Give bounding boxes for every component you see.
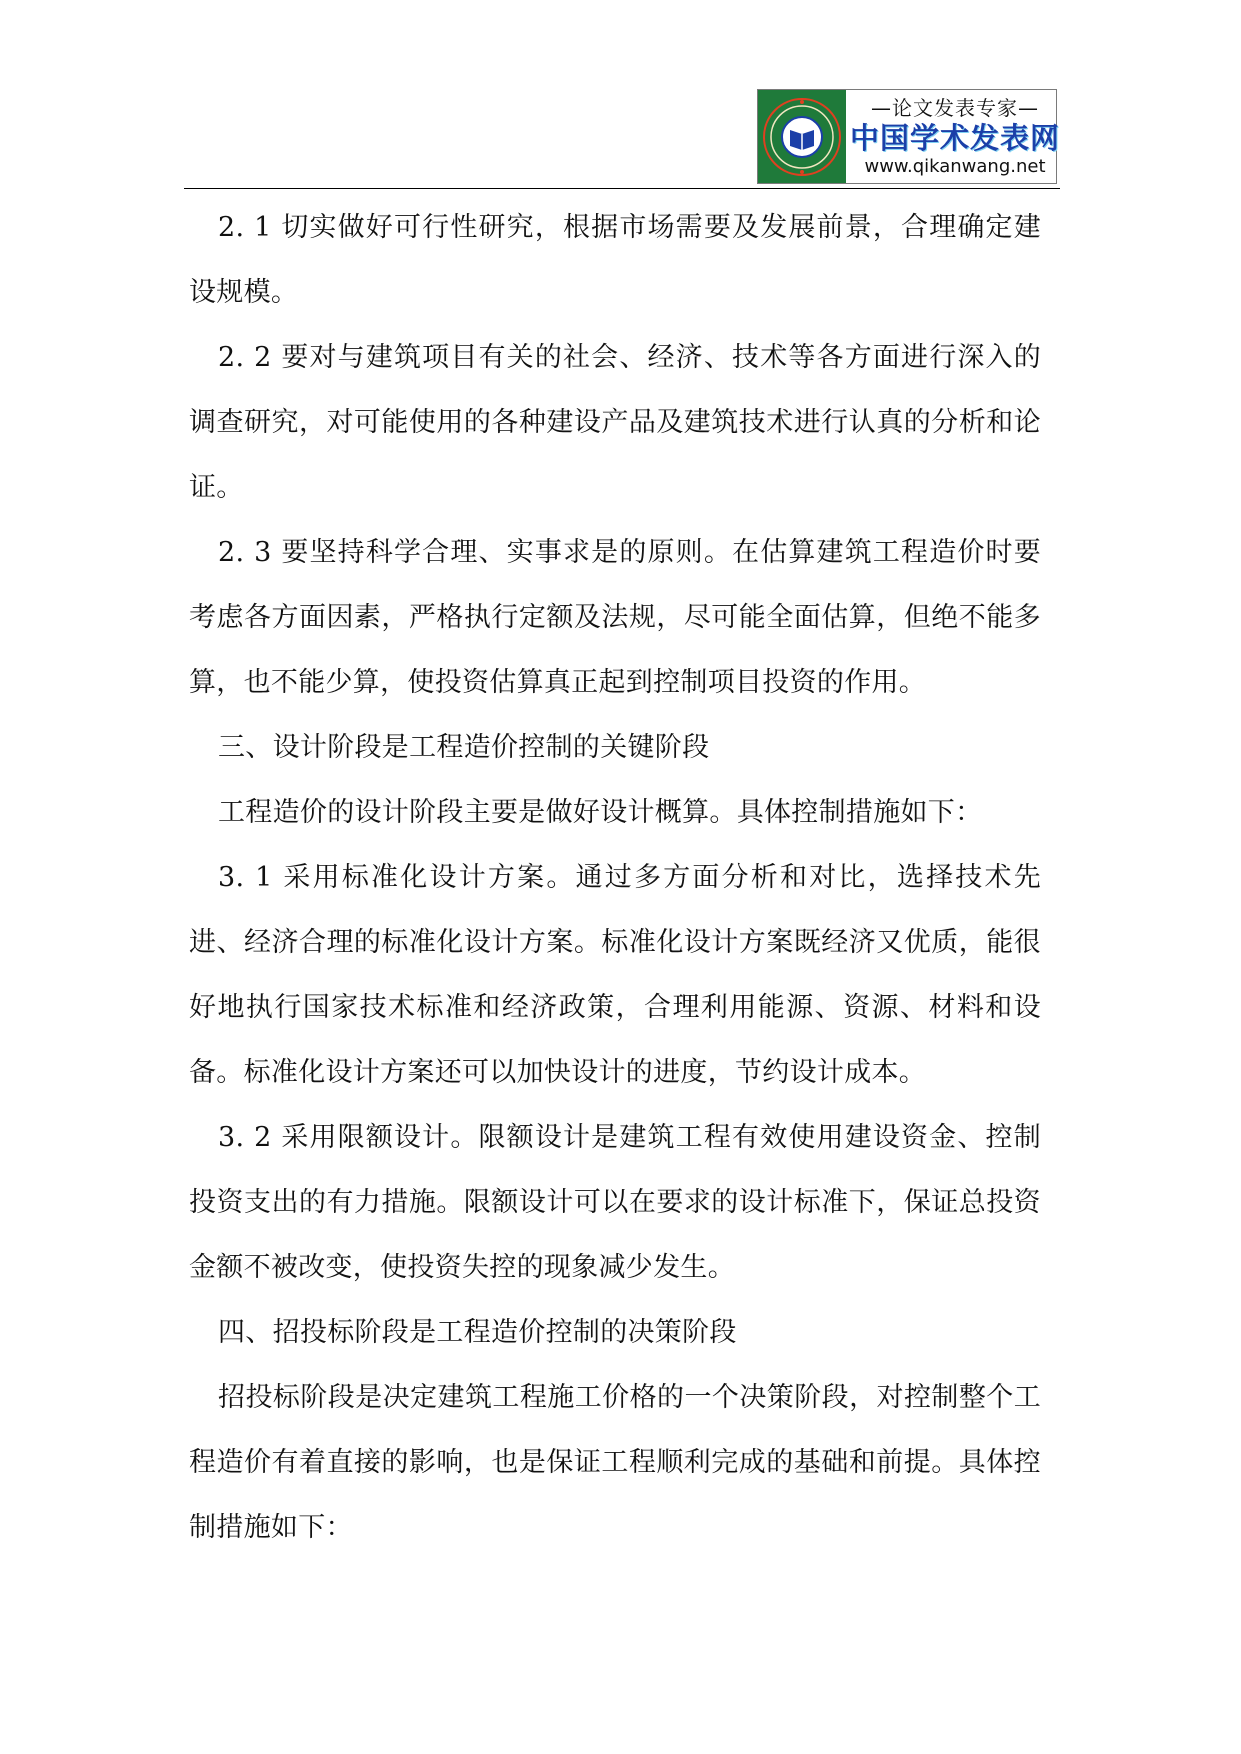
section-heading-3: 三、设计阶段是工程造价控制的关键阶段 (218, 732, 710, 763)
paragraph-2-2: 2. 2 要对与建筑项目有关的社会、经济、技术等各方面进行深入的调查研究，对可能使用的各种建设产品及建筑技术进行认真的分析和论证。 (189, 342, 1041, 503)
paragraph-3-intro: 工程造价的设计阶段主要是做好设计概算。具体控制措施如下： (218, 797, 983, 828)
site-logo (757, 89, 1061, 184)
logo-url: www.qikanwang.net (864, 155, 1046, 177)
paragraph-4-intro: 招投标阶段是决定建筑工程施工价格的一个决策阶段，对控制整个工程造价有着直接的影响，也是保证工程顺利完成的基础和前提。具体控制措施如下： (189, 1382, 1041, 1543)
section-heading-4: 四、招投标阶段是工程造价控制的决策阶段 (218, 1317, 737, 1348)
body-text (189, 195, 1041, 1560)
paragraph-3-2: 3. 2 采用限额设计。限额设计是建筑工程有效使用建设资金、控制投资支出的有力措施。限额设计可以在要求的设计标准下，保证总投资金额不被改变，使投资失控的现象减少发生。 (189, 1122, 1041, 1283)
paragraph-2-1: 2. 1 切实做好可行性研究，根据市场需要及发展前景，合理确定建设规模。 (189, 212, 1041, 308)
logo-tagline: —论文发表专家— (871, 95, 1039, 120)
paragraph-2-3: 2. 3 要坚持科学合理、实事求是的原则。在估算建筑工程造价时要考虑各方面因素，严格执行定额及法规，尽可能全面估算，但绝不能多算，也不能少算，使投资估算真正起到控制项目投资的作用。 (189, 537, 1041, 698)
header-divider (184, 188, 1060, 189)
logo-site-name: 中国学术发表网 (850, 120, 1061, 155)
paragraph-3-1: 3. 1 采用标准化设计方案。通过多方面分析和对比，选择技术先进、经济合理的标准化设计方案。标准化设计方案既经济又优质，能很好地执行国家技术标准和经济政策，合理利用能源、资源、材料和设备。标准化设计方案还可以加快设计的进度，节约设计成本。 (189, 862, 1041, 1088)
seal-emblem-icon (758, 90, 846, 183)
